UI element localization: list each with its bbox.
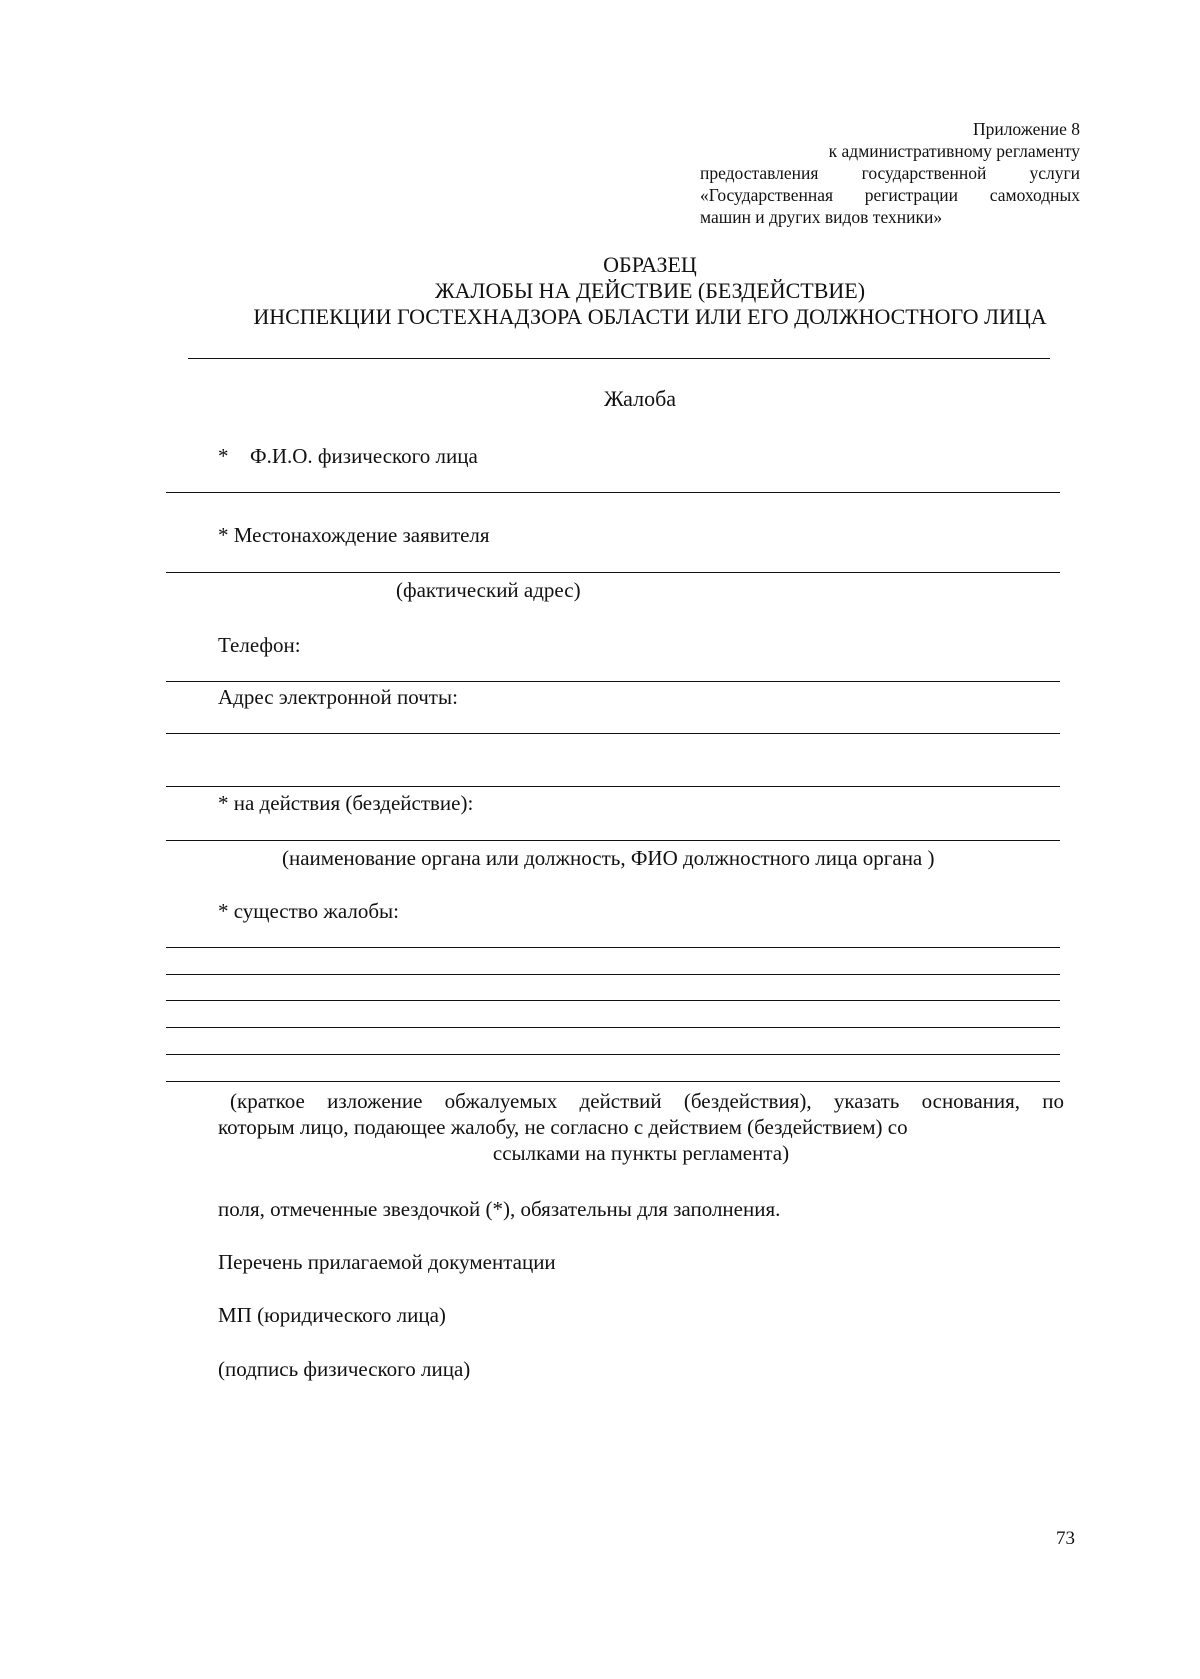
essence-field-line-3[interactable] <box>166 1000 1060 1001</box>
location-hint: (фактический адрес) <box>396 578 581 602</box>
phone-label: Телефон: <box>218 633 301 657</box>
actions-hint: (наименование органа или должность, ФИО должностного лица органа ) <box>282 846 935 870</box>
actions-label: * на действия (бездействие): <box>218 791 474 815</box>
email-label: Адрес электронной почты: <box>218 685 458 709</box>
fio-label: Ф.И.О. физического лица <box>250 444 478 468</box>
actions-field-line[interactable] <box>166 840 1060 841</box>
seal-label: МП (юридического лица) <box>218 1303 446 1327</box>
essence-field-line-2[interactable] <box>166 974 1060 975</box>
email-field-line-2[interactable] <box>166 786 1060 787</box>
essence-hint-line-2: которым лицо, подающее жалобу, не согласно с действием (бездействием) со <box>218 1115 908 1139</box>
location-label: * Местонахождение заявителя <box>218 523 490 547</box>
phone-field-line[interactable] <box>166 681 1060 682</box>
essence-hint <box>218 1088 1064 1166</box>
essence-hint-line-1: (краткое изложение обжалуемых действий (бездействия), указать основания, по <box>230 1089 1064 1113</box>
required-note: поля, отмеченные звездочкой (*), обязательны для заполнения. <box>218 1197 781 1221</box>
essence-field-line-4[interactable] <box>166 1027 1060 1028</box>
appendix-line-3: предоставления государственной услуги <box>700 163 1080 183</box>
appendix-line-2: к административному регламенту <box>828 141 1080 161</box>
appendix-line-4: «Государственная регистрации самоходных <box>700 185 1080 205</box>
attachments-label: Перечень прилагаемой документации <box>218 1250 556 1274</box>
document-title <box>180 252 1120 330</box>
essence-field-line-1[interactable] <box>166 947 1060 948</box>
title-divider <box>188 358 1050 359</box>
essence-label: * существо жалобы: <box>218 899 399 923</box>
title-line-3: ИНСПЕКЦИИ ГОСТЕХНАДЗОРА ОБЛАСТИ ИЛИ ЕГО ДОЛЖНОСТНОГО ЛИЦА <box>253 304 1047 329</box>
form-heading: Жалоба <box>604 386 677 411</box>
email-field-line[interactable] <box>166 733 1060 734</box>
fio-asterisk: * <box>218 444 229 468</box>
location-field-line[interactable] <box>166 572 1060 573</box>
appendix-header <box>700 118 1080 228</box>
essence-hint-line-3: ссылками на пункты регламента) <box>492 1141 790 1165</box>
appendix-number: Приложение 8 <box>972 119 1080 139</box>
title-line-1: ОБРАЗЕЦ <box>603 252 697 277</box>
essence-field-line-6[interactable] <box>166 1081 1060 1082</box>
appendix-line-5: машин и других видов техники» <box>700 207 943 227</box>
essence-field-line-5[interactable] <box>166 1054 1060 1055</box>
fio-field-line[interactable] <box>166 492 1060 493</box>
page-number: 73 <box>1056 1528 1075 1549</box>
title-line-2: ЖАЛОБЫ НА ДЕЙСТВИЕ (БЕЗДЕЙСТВИЕ) <box>434 278 866 303</box>
signature-label: (подпись физического лица) <box>218 1357 471 1381</box>
